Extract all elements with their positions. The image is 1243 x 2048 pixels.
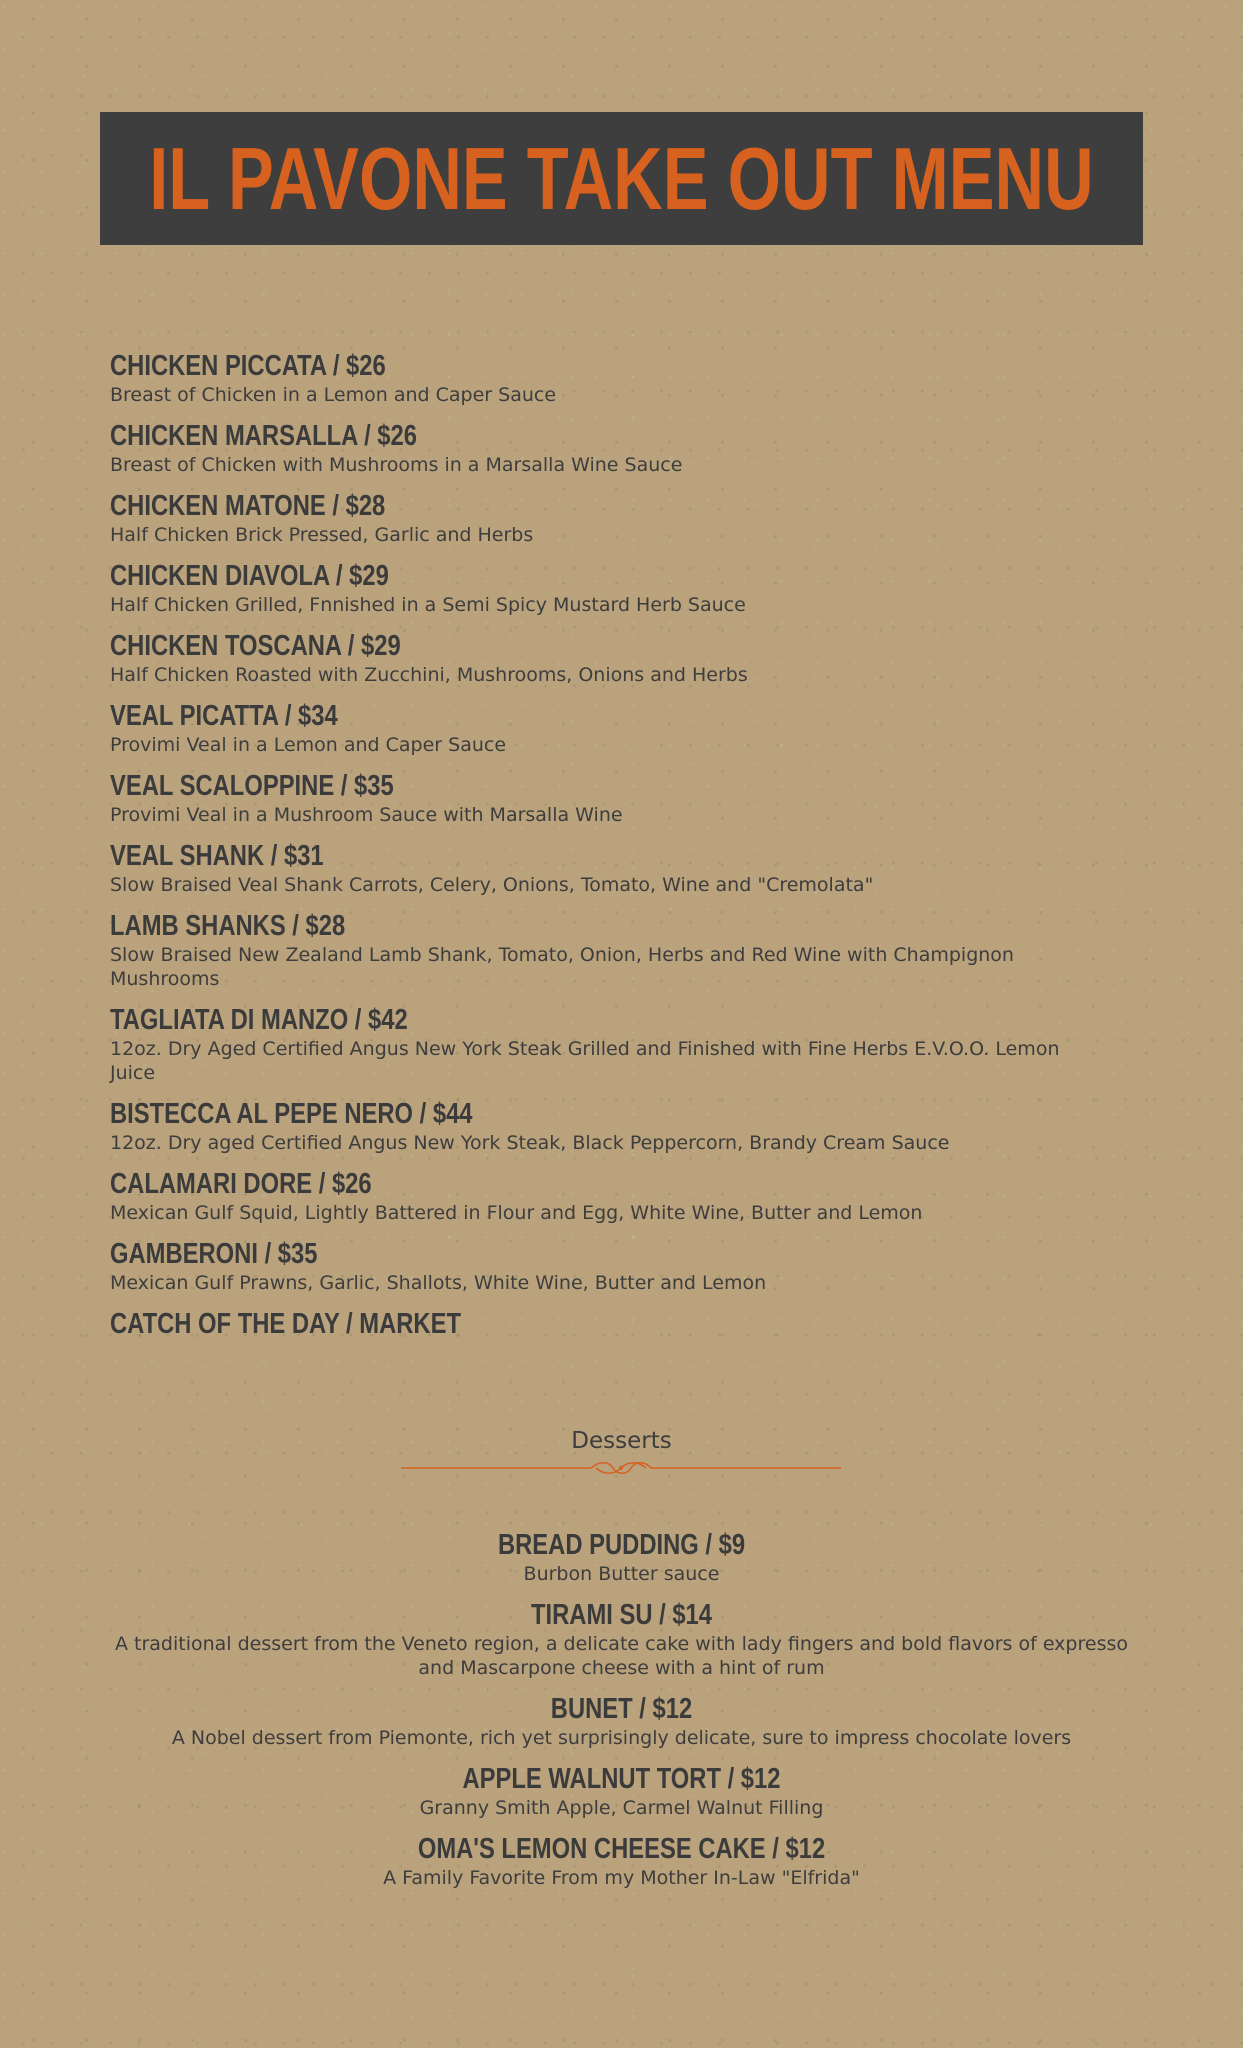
dessert-item [100, 1528, 1143, 1586]
menu-item-title: VEAL SCALOPPINE / $35 [110, 770, 394, 802]
entree-list [110, 349, 1110, 1353]
menu-item-description: Half Chicken Roasted with Zucchini, Mushrooms, Onions and Herbs [110, 664, 748, 686]
menu-item-title: CHICKEN MARSALLA / $26 [110, 420, 417, 452]
dessert-item-title: TIRAMI SU / $14 [530, 1599, 713, 1631]
dessert-item-title: APPLE WALNUT TORT / $12 [462, 1763, 781, 1795]
menu-item [110, 1307, 1110, 1341]
menu-item [110, 629, 1110, 687]
dessert-item-description: A traditional dessert from the Veneto region, a delicate cake with lady fingers and bold flavors of expresso and Mascarpone cheese with a hint of rum [114, 1633, 1128, 1679]
menu-item-description: Provimi Veal in a Mushroom Sauce with Marsalla Wine [110, 804, 623, 826]
menu-item-description: Slow Braised New Zealand Lamb Shank, Tomato, Onion, Herbs and Red Wine with Champignon Mushrooms [110, 944, 1014, 990]
dessert-item-title: OMA'S LEMON CHEESE CAKE / $12 [417, 1833, 826, 1865]
dessert-item [100, 1762, 1143, 1820]
menu-item [110, 559, 1110, 617]
menu-item-description: 12oz. Dry aged Certified Angus New York Steak, Black Peppercorn, Brandy Cream Sauce [110, 1132, 950, 1154]
menu-item [110, 1003, 1110, 1085]
menu-item-title: TAGLIATA DI MANZO / $42 [110, 1004, 408, 1036]
dessert-item [100, 1692, 1143, 1750]
menu-item-description: Half Chicken Grilled, Fnnished in a Semi Spicy Mustard Herb Sauce [110, 594, 746, 616]
menu-item [110, 909, 1110, 991]
menu-item-title: VEAL PICATTA / $34 [110, 700, 338, 732]
menu-item-title: VEAL SHANK / $31 [110, 840, 324, 872]
menu-item-title: CHICKEN DIAVOLA / $29 [110, 560, 389, 592]
menu-title: IL PAVONE TAKE OUT MENU [149, 128, 1094, 228]
menu-item [110, 839, 1110, 897]
dessert-item-description: Granny Smith Apple, Carmel Walnut Filling [419, 1797, 824, 1819]
menu-item [110, 489, 1110, 547]
menu-item-description: Breast of Chicken in a Lemon and Caper Sauce [110, 384, 557, 406]
menu-item-description: Half Chicken Brick Pressed, Garlic and Herbs [110, 524, 534, 546]
dessert-item [100, 1598, 1143, 1680]
menu-item [110, 349, 1110, 407]
dessert-item-title: BREAD PUDDING / $9 [497, 1529, 746, 1561]
desserts-heading: Desserts [571, 1428, 672, 1454]
menu-item [110, 419, 1110, 477]
ornamental-divider [401, 1460, 841, 1476]
menu-item-description: Provimi Veal in a Lemon and Caper Sauce [110, 734, 507, 756]
title-banner [100, 112, 1143, 245]
menu-item [110, 1237, 1110, 1295]
dessert-item-description: Burbon Butter sauce [523, 1563, 720, 1585]
menu-item-description: Mexican Gulf Squid, Lightly Battered in Flour and Egg, White Wine, Butter and Lemon [110, 1202, 923, 1224]
dessert-item-description: A Nobel dessert from Piemonte, rich yet surprisingly delicate, sure to impress chocolate lovers [171, 1727, 1072, 1749]
menu-item-title: CHICKEN TOSCANA / $29 [110, 630, 401, 662]
menu-item-description: 12oz. Dry Aged Certified Angus New York Steak Grilled and Finished with Fine Herbs E.V.O.O. Lemon Juice [110, 1038, 1060, 1084]
menu-item-title: GAMBERONI / $35 [110, 1238, 318, 1270]
dessert-item-title: BUNET / $12 [550, 1693, 693, 1725]
menu-item-title: LAMB SHANKS / $28 [110, 910, 346, 942]
menu-item [110, 1167, 1110, 1225]
dessert-item [100, 1832, 1143, 1890]
menu-item [110, 1097, 1110, 1155]
menu-item-description: Slow Braised Veal Shank Carrots, Celery, Onions, Tomato, Wine and "Cremolata" [110, 874, 874, 896]
menu-item-description: Mexican Gulf Prawns, Garlic, Shallots, White Wine, Butter and Lemon [110, 1272, 767, 1294]
menu-item [110, 769, 1110, 827]
dessert-item-description: A Family Favorite From my Mother In-Law "Elfrida" [383, 1867, 860, 1889]
menu-item-title: CHICKEN PICCATA / $26 [110, 350, 386, 382]
dessert-list [100, 1528, 1143, 1902]
menu-item-title: CALAMARI DORE / $26 [110, 1168, 372, 1200]
menu-item-title: BISTECCA AL PEPE NERO / $44 [110, 1098, 473, 1130]
menu-item-description: Breast of Chicken with Mushrooms in a Marsalla Wine Sauce [110, 454, 683, 476]
menu-item-title: CATCH OF THE DAY / MARKET [110, 1308, 461, 1340]
menu-item [110, 699, 1110, 757]
menu-item-title: CHICKEN MATONE / $28 [110, 490, 386, 522]
